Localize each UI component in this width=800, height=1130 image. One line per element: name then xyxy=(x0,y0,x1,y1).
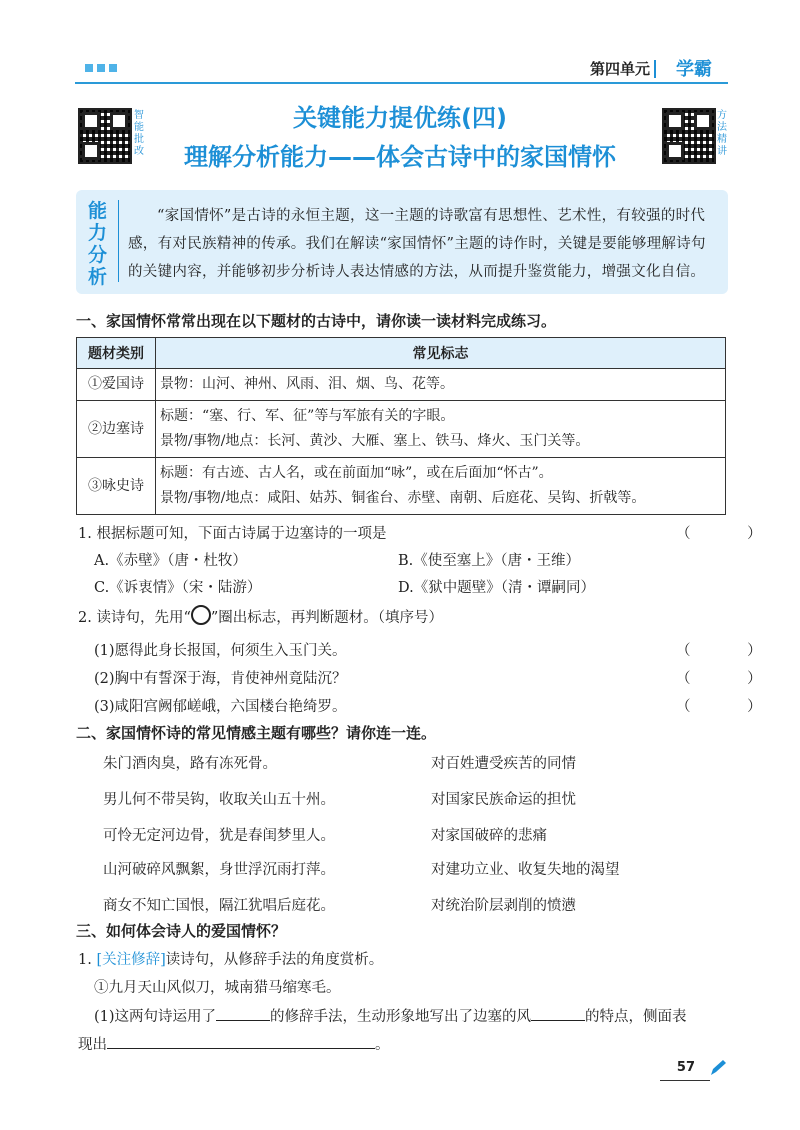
ability-divider xyxy=(118,200,119,282)
answer-blank[interactable] xyxy=(107,1034,375,1049)
emotion-item[interactable]: 对统治阶层剥削的愤懑 xyxy=(431,898,576,914)
table-row: ②边塞诗 标题：“塞、行、军、征”等与军旅有关的字眼。 景物/事物/地点：长河、黄沙、大雁、塞上、铁马、烽火、玉门关等。 xyxy=(77,401,726,458)
emotion-item[interactable]: 对建功立业、收复失地的渴望 xyxy=(431,862,620,878)
q1-option-b[interactable]: B.《使至塞上》（唐・王维） xyxy=(398,553,581,569)
s3-poem: ①九月天山风似刀，城南猎马缩寒毛。 xyxy=(94,980,341,996)
table-header: 常见标志 xyxy=(156,338,726,369)
section3-heading: 三、如何体会诗人的爱国情怀？ xyxy=(76,922,287,940)
poem-line[interactable]: 山河破碎风飘絮，身世浮沉雨打萍。 xyxy=(103,862,335,878)
q2-answer-blank[interactable]: （ ） xyxy=(676,699,788,715)
circle-icon xyxy=(191,605,211,625)
ability-label: 能力分析 xyxy=(88,200,108,288)
qr-right-label: 方法精讲 xyxy=(717,110,727,157)
section2-heading: 二、家国情怀诗的常见情感主题有哪些？请你连一连。 xyxy=(76,724,437,742)
poem-line[interactable]: 朱门酒肉臭，路有冻死骨。 xyxy=(103,756,277,772)
s3-sub1: (1)这两句诗运用了 的修辞手法，生动形象地写出了边塞的风 的特点，侧面表 xyxy=(94,1005,687,1026)
page-subtitle: 理解分析能力——体会古诗中的家国情怀 xyxy=(184,143,616,171)
answer-blank[interactable] xyxy=(531,1006,585,1021)
q1-option-d[interactable]: D.《狱中题壁》（清・谭嗣同） xyxy=(398,580,595,596)
page-title: 关键能力提优练(四) xyxy=(293,104,507,132)
q2-item: (3)咸阳宫阙郁嵯峨，六国楼台艳绮罗。 xyxy=(94,699,347,715)
answer-blank[interactable] xyxy=(216,1006,270,1021)
s3-sub1-cont: 现出 。 xyxy=(78,1033,390,1054)
q2-answer-blank[interactable]: （ ） xyxy=(676,643,788,659)
pencil-icon xyxy=(708,1058,728,1078)
theme-table xyxy=(76,337,726,515)
header-decor xyxy=(85,64,93,72)
header-decor xyxy=(109,64,117,72)
header-decor xyxy=(97,64,105,72)
s3-q1: 1. [关注修辞]读诗句，从修辞手法的角度赏析。 xyxy=(78,952,384,968)
emotion-item[interactable]: 对国家民族命运的担忧 xyxy=(431,792,576,808)
q1-answer-blank[interactable]: （ ） xyxy=(676,526,788,542)
table-row: ③咏史诗 标题：有古迹、古人名，或在前面加“咏”，或在后面加“怀古”。 景物/事物/地点：咸阳、姑苏、铜雀台、赤壁、南朝、后庭花、吴钩、折戟等。 xyxy=(77,458,726,515)
table-row: ①爱国诗 景物：山河、神州、风雨、泪、烟、鸟、花等。 xyxy=(77,369,726,401)
emotion-item[interactable]: 对百姓遭受疾苦的同情 xyxy=(431,756,576,772)
unit-label: 第四单元 xyxy=(589,60,650,78)
q2-stem: 2. 读诗句，先用“ ”圈出标志，再判断题材。（填序号） xyxy=(78,605,443,627)
brand-logo: 学霸 xyxy=(676,59,712,80)
brand-divider xyxy=(654,60,656,78)
rhetoric-tag: [关注修辞] xyxy=(96,952,166,968)
header-rule xyxy=(75,82,728,84)
q1-stem: 1. 根据标题可知，下面古诗属于边塞诗的一项是 xyxy=(78,526,387,542)
poem-line[interactable]: 商女不知亡国恨，隔江犹唱后庭花。 xyxy=(103,898,335,914)
table-header: 题材类别 xyxy=(77,338,156,369)
q1-option-c[interactable]: C.《诉衷情》（宋・陆游） xyxy=(94,580,262,596)
q1-option-a[interactable]: A.《赤壁》（唐・杜牧） xyxy=(94,553,247,569)
poem-line[interactable]: 可怜无定河边骨，犹是春闺梦里人。 xyxy=(103,828,335,844)
qr-left-label: 智能批改 xyxy=(134,110,144,157)
emotion-item[interactable]: 对家国破碎的悲痛 xyxy=(431,828,547,844)
poem-line[interactable]: 男儿何不带吴钩，收取关山五十州。 xyxy=(103,792,335,808)
section1-heading: 一、家国情怀常常出现在以下题材的古诗中，请你读一读材料完成练习。 xyxy=(76,312,557,330)
q2-answer-blank[interactable]: （ ） xyxy=(676,671,788,687)
page-rule xyxy=(660,1080,710,1081)
q2-item: (2)胸中有誓深于海，肯使神州竟陆沉？ xyxy=(94,671,347,687)
page-number: 57 xyxy=(676,1060,695,1075)
q2-item: (1)愿得此身长报国，何须生入玉门关。 xyxy=(94,643,347,659)
ability-text: “家国情怀”是古诗的永恒主题，这一主题的诗歌富有思想性、艺术性，有较强的时代感，有对民族精神的传承。我们在解读“家国情怀”主题的诗作时，关键是要能够理解诗句的关键内容，并能够初步分析诗人表达情感的方法，从而提升鉴赏能力，增强文化自信。 xyxy=(128,208,706,280)
